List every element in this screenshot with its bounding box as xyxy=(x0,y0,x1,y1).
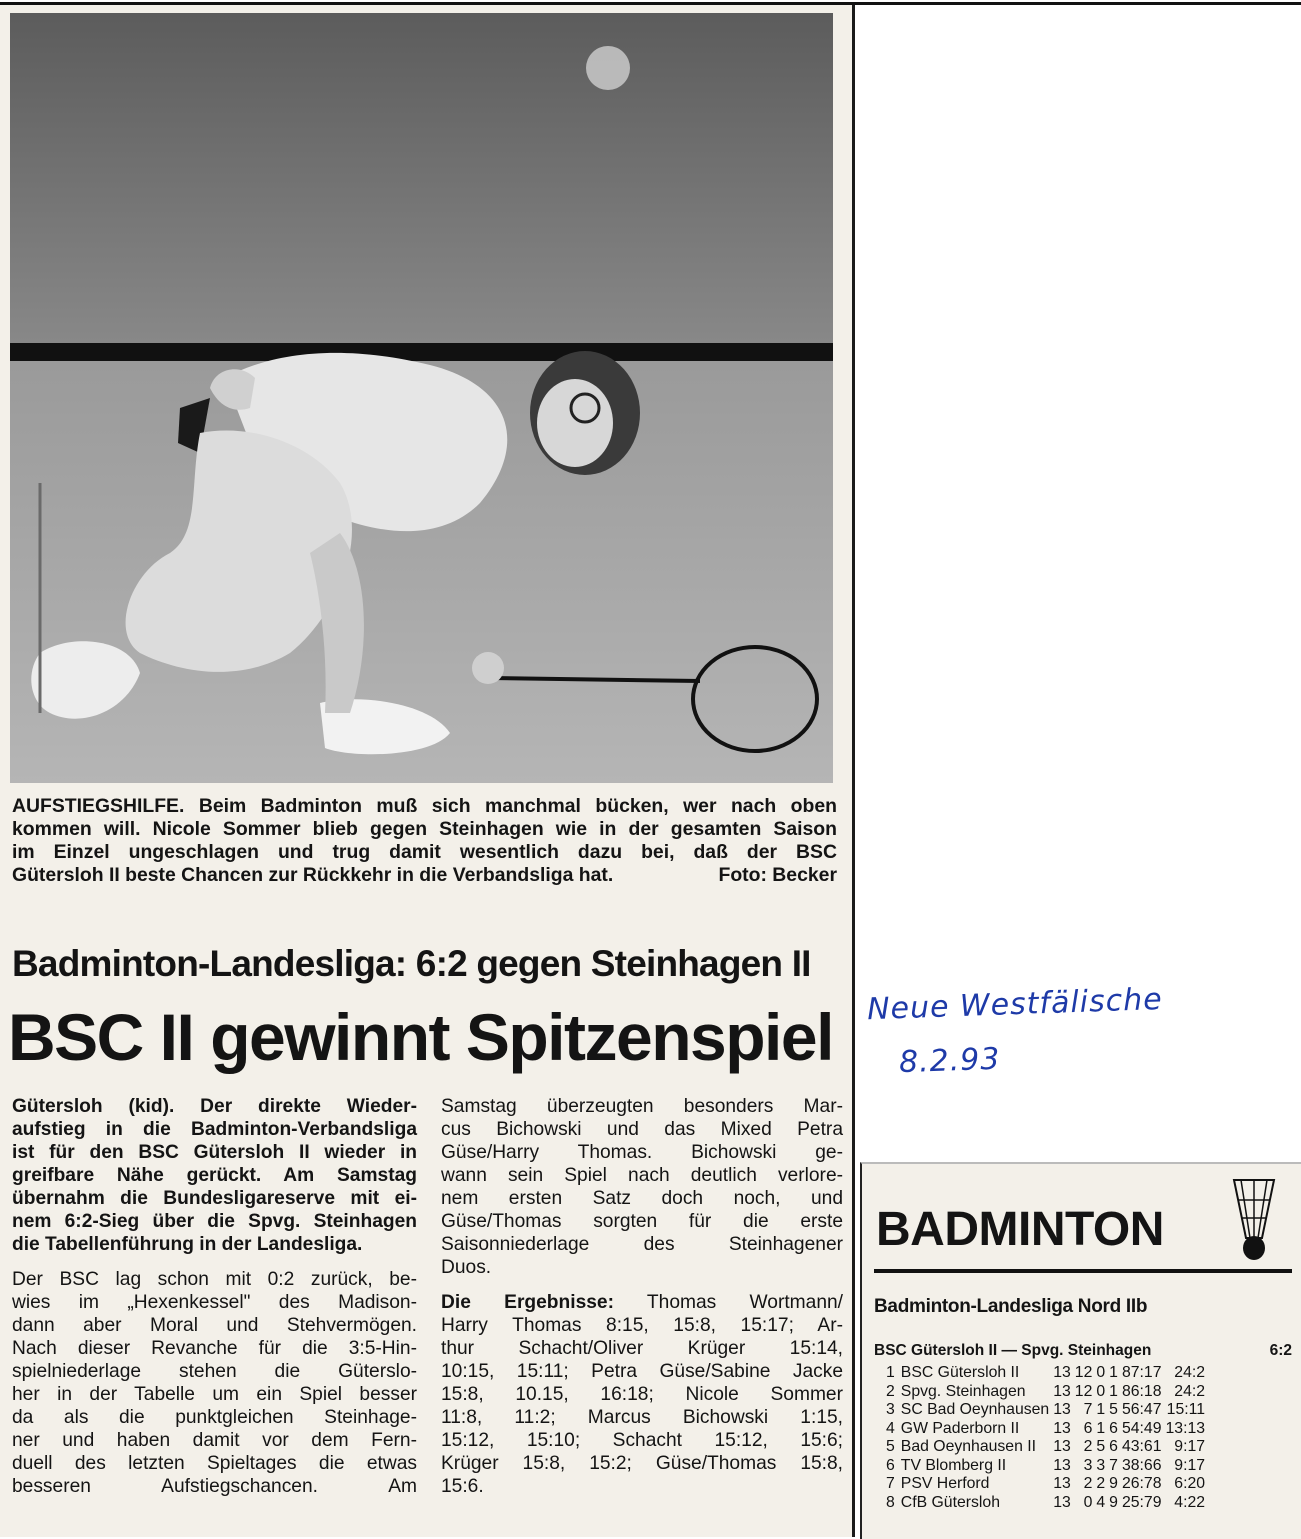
text-line: 11:8, 11:2; Marcus Bichowski 1:15, xyxy=(441,1407,843,1428)
standings-row xyxy=(874,1364,1209,1383)
standings-won: 3 xyxy=(1083,1456,1093,1474)
standings-lost: 1 xyxy=(1109,1364,1118,1381)
standings-drawn: 5 xyxy=(1096,1438,1106,1455)
standings-points: 9:17 xyxy=(1174,1438,1206,1455)
text-line: duell des letzten Spieltages die etwas xyxy=(12,1453,417,1474)
text-line: ner und haben damit vor dem Fern- xyxy=(12,1430,417,1451)
standings-won: 2 xyxy=(1083,1438,1093,1455)
caption-line: AUFSTIEGSHILFE. Beim Badminton muß sich manchmal bücken, wer nach oben xyxy=(12,795,837,817)
standings-row xyxy=(874,1475,1209,1494)
text-line: Güse/Harry Thomas. Bichowski ge- xyxy=(441,1142,843,1163)
photo-credit: Foto: Becker xyxy=(718,864,837,886)
text-line: Krüger 15:8, 15:2; Güse/Thomas 15:8, xyxy=(441,1453,843,1474)
standings-team: Bad Oeynhausen II xyxy=(900,1438,1037,1455)
standings-row xyxy=(874,1457,1209,1476)
standings-drawn: 3 xyxy=(1096,1456,1106,1474)
standings-team: SC Bad Oeynhausen xyxy=(900,1401,1050,1418)
text-line: nem ersten Satz doch noch, und xyxy=(441,1188,843,1209)
standings-row xyxy=(874,1494,1209,1513)
standings-won: 0 xyxy=(1083,1493,1093,1511)
text-line: besseren Aufstiegschancen. Am xyxy=(12,1476,417,1497)
photo-caption xyxy=(12,795,837,887)
standings-row xyxy=(874,1401,1209,1420)
text-line: Saisonniederlage des Steinhagener xyxy=(441,1234,843,1255)
standings-lost: 6 xyxy=(1109,1438,1118,1455)
league-name: Badminton-Landesliga Nord IIb xyxy=(874,1296,1148,1317)
standings-points: 4:22 xyxy=(1174,1493,1206,1511)
badminton-player-photo xyxy=(10,13,833,783)
text-line: 15:12, 15:10; Schacht 15:12, 15:6; xyxy=(441,1430,843,1451)
box-divider xyxy=(874,1269,1292,1273)
standings-rank: 2 xyxy=(886,1382,895,1400)
standings-won: 6 xyxy=(1083,1419,1093,1437)
standings-rank: 8 xyxy=(886,1493,895,1511)
text-line: Der BSC lag schon mit 0:2 zurück, be- xyxy=(12,1269,417,1290)
standings-team: PSV Herford xyxy=(900,1475,990,1492)
standings-won: 12 xyxy=(1074,1382,1093,1400)
text-line: spielniederlage stehen die Güterslo- xyxy=(12,1361,417,1382)
standings-points: 13:13 xyxy=(1165,1419,1206,1437)
headline: BSC II gewinnt Spitzenspiel xyxy=(8,1000,833,1074)
standings-games: 87:17 xyxy=(1121,1364,1162,1381)
text-line: 10:15, 15:11; Petra Güse/Sabine Jacke xyxy=(441,1361,843,1382)
body-paragraph xyxy=(12,1268,417,1498)
standings-played: 13 xyxy=(1053,1382,1071,1400)
standings-games: 38:66 xyxy=(1121,1456,1162,1474)
standings-team: TV Blomberg II xyxy=(900,1456,1007,1474)
text-line: wies im „Hexenkessel" des Madison- xyxy=(12,1292,417,1313)
text-line: dann aber Moral und Stehvermögen. xyxy=(12,1315,417,1336)
results-paragraph xyxy=(441,1291,843,1498)
standings-played: 13 xyxy=(1053,1456,1071,1474)
standings-drawn: 0 xyxy=(1096,1364,1106,1381)
standings-rank: 6 xyxy=(886,1456,895,1474)
newspaper-clipping xyxy=(0,5,855,1537)
standings-rank: 1 xyxy=(886,1364,895,1381)
standings-table xyxy=(874,1364,1209,1512)
lead-paragraph xyxy=(12,1095,417,1256)
article-column-2 xyxy=(441,1095,843,1498)
standings-points: 9:17 xyxy=(1174,1456,1206,1474)
standings-points: 24:2 xyxy=(1174,1382,1206,1400)
caption-line: Gütersloh II beste Chancen zur Rückkehr in die Verbandsliga hat. xyxy=(12,864,614,886)
text-line: übernahm die Bundesligareserve mit ei- xyxy=(12,1188,417,1209)
standings-rank: 3 xyxy=(886,1401,895,1418)
text-line: Harry Thomas 8:15, 15:8, 15:17; Ar- xyxy=(441,1315,843,1336)
standings-rank: 4 xyxy=(886,1419,895,1437)
text-line: Samstag überzeugten besonders Mar- xyxy=(441,1096,843,1117)
standings-points: 6:20 xyxy=(1174,1475,1206,1492)
body-paragraph xyxy=(441,1095,843,1279)
text-line: ist für den BSC Gütersloh II wieder in xyxy=(12,1142,417,1163)
text-line: thur Schacht/Oliver Krüger 15:14, xyxy=(441,1338,843,1359)
text-line: Gütersloh (kid). Der direkte Wieder- xyxy=(12,1096,417,1117)
text-line: wann sein Spiel nach deutlich verlore- xyxy=(441,1165,843,1186)
standings-points: 15:11 xyxy=(1166,1401,1206,1418)
results-label: Die Ergebnisse: xyxy=(441,1292,614,1313)
standings-drawn: 2 xyxy=(1096,1475,1106,1492)
standings-lost: 9 xyxy=(1109,1493,1118,1511)
standings-team: CfB Gütersloh xyxy=(900,1493,1001,1511)
text-line: 15:8, 10.15, 16:18; Nicole Sommer xyxy=(441,1384,843,1405)
standings-drawn: 1 xyxy=(1096,1419,1106,1437)
standings-played: 13 xyxy=(1053,1401,1071,1418)
standings-lost: 9 xyxy=(1109,1475,1118,1492)
standings-points: 24:2 xyxy=(1174,1364,1206,1381)
standings-drawn: 1 xyxy=(1096,1401,1106,1418)
standings-played: 13 xyxy=(1053,1475,1071,1492)
box-title: BADMINTON xyxy=(876,1203,1164,1256)
handwritten-date: 8.2.93 xyxy=(898,1041,1001,1081)
standings-team: GW Paderborn II xyxy=(900,1419,1020,1437)
article-column-1 xyxy=(12,1095,417,1498)
standings-drawn: 0 xyxy=(1096,1382,1106,1400)
text-line: her in der Tabelle um ein Spiel besser xyxy=(12,1384,417,1405)
standings-lost: 6 xyxy=(1109,1419,1118,1437)
text-line: Duos. xyxy=(441,1257,492,1278)
kicker: Badminton-Landesliga: 6:2 gegen Steinhagen II xyxy=(12,943,811,984)
shuttlecock-icon xyxy=(1214,1172,1294,1264)
caption-line: kommen will. Nicole Sommer blieb gegen Steinhagen wie in der gesamten Saison xyxy=(12,818,837,840)
standings-won: 2 xyxy=(1083,1475,1093,1492)
standings-games: 26:78 xyxy=(1121,1475,1162,1492)
standings-team: Spvg. Steinhagen xyxy=(900,1382,1026,1400)
standings-lost: 1 xyxy=(1109,1382,1118,1400)
standings-played: 13 xyxy=(1053,1364,1071,1381)
standings-lost: 5 xyxy=(1109,1401,1118,1418)
text-line: greifbare Nähe gerückt. Am Samstag xyxy=(12,1165,417,1186)
text-line: Nach dieser Revanche für die 3:5-Hin- xyxy=(12,1338,417,1359)
text-line: 15:6. xyxy=(441,1476,484,1497)
text-line: cus Bichowski und das Mixed Petra xyxy=(441,1119,843,1140)
standings-team: BSC Gütersloh II xyxy=(900,1364,1020,1381)
handwritten-source: Neue Westfälische xyxy=(866,981,1164,1028)
standings-games: 25:79 xyxy=(1121,1493,1162,1511)
standings-games: 86:18 xyxy=(1121,1382,1162,1400)
text-line: die Tabellenführung in der Landesliga. xyxy=(12,1234,363,1255)
standings-games: 56:47 xyxy=(1121,1401,1162,1418)
match-teams: BSC Gütersloh II — Spvg. Steinhagen xyxy=(874,1342,1152,1359)
text-line: aufstieg in die Badminton-Verbandsliga xyxy=(12,1119,417,1140)
standings-played: 13 xyxy=(1053,1438,1071,1455)
standings-row xyxy=(874,1383,1209,1402)
text-line: nem 6:2-Sieg über die Spvg. Steinhagen xyxy=(12,1211,417,1232)
standings-played: 13 xyxy=(1053,1493,1071,1511)
standings-row xyxy=(874,1438,1209,1457)
standings-won: 12 xyxy=(1074,1364,1093,1381)
text-line: Thomas Wortmann/ xyxy=(613,1292,843,1313)
standings-won: 7 xyxy=(1083,1401,1093,1418)
match-score: 6:2 xyxy=(1269,1342,1292,1359)
text-line: da als die punktgleichen Steinhage- xyxy=(12,1407,417,1428)
standings-row xyxy=(874,1420,1209,1439)
match-result xyxy=(874,1342,1292,1360)
standings-games: 54:49 xyxy=(1121,1419,1162,1437)
standings-rank: 5 xyxy=(886,1438,895,1455)
caption-line: im Einzel ungeschlagen und trug damit wesentlich dazu bei, daß der BSC xyxy=(12,841,837,863)
standings-box xyxy=(860,1162,1301,1539)
handwritten-note xyxy=(866,973,1170,1091)
standings-lost: 7 xyxy=(1109,1456,1118,1474)
standings-drawn: 4 xyxy=(1096,1493,1106,1511)
standings-played: 13 xyxy=(1053,1419,1071,1437)
standings-games: 43:61 xyxy=(1121,1438,1162,1455)
standings-rank: 7 xyxy=(886,1475,895,1492)
text-line: Güse/Thomas sorgten für die erste xyxy=(441,1211,843,1232)
